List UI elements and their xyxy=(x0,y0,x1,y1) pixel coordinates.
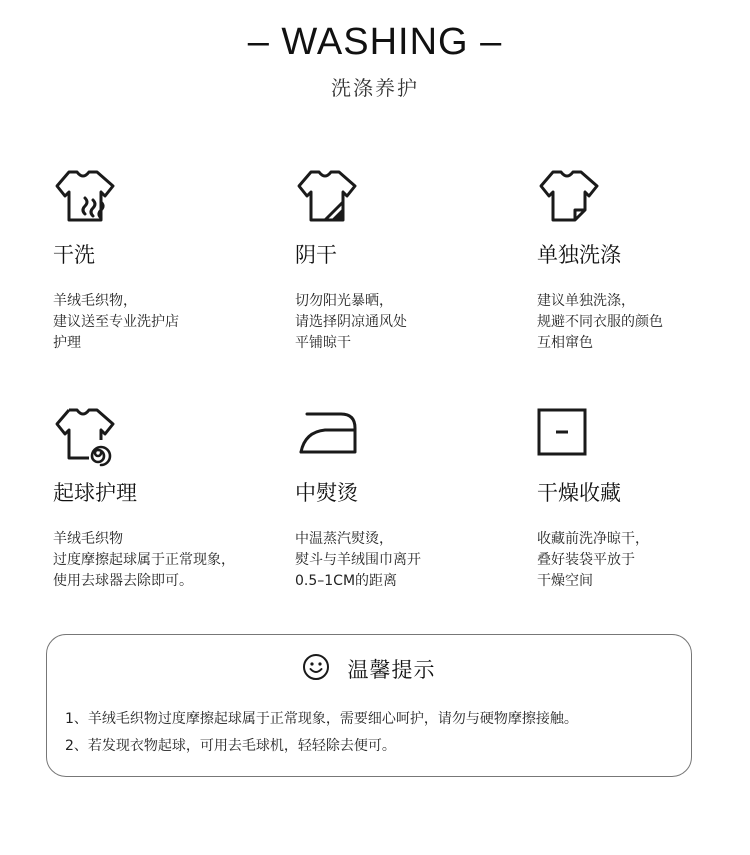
card-desc-line: 叠好装袋平放于 xyxy=(537,552,635,568)
card-desc-line: 0.5–1CM的距离 xyxy=(295,573,398,589)
card-description xyxy=(537,529,649,592)
page-title: – WASHING – xyxy=(247,21,503,63)
card-desc-line: 平铺晾干 xyxy=(295,335,351,351)
card-desc-line: 请选择阴凉通风处 xyxy=(295,314,407,330)
iron-icon xyxy=(295,406,359,470)
tshirt-pilling-icon xyxy=(53,406,117,470)
card-description xyxy=(53,291,179,354)
card-desc-line: 建议单独洗涤， xyxy=(537,293,635,309)
card-description xyxy=(295,529,421,592)
card-desc-line: 过度摩擦起球属于正常现象， xyxy=(53,552,235,568)
dry-flat-square-icon xyxy=(537,406,601,470)
card-title: 起球护理 xyxy=(53,481,137,505)
tshirt-shade-icon xyxy=(295,168,359,232)
tips-box xyxy=(46,634,692,777)
card-title: 阴干 xyxy=(295,243,337,267)
card-title: 干燥收藏 xyxy=(537,481,621,505)
tips-line: 1、羊绒毛织物过度摩擦起球属于正常现象，需要细心呵护，请勿与硬物摩擦接触。 xyxy=(65,711,578,727)
card-desc-line: 收藏前洗净晾干， xyxy=(537,531,649,547)
card-desc-line: 规避不同衣服的颜色 xyxy=(537,314,663,330)
tshirt-steam-icon xyxy=(53,168,117,232)
card-title: 中熨烫 xyxy=(295,481,358,505)
card-description xyxy=(295,291,407,354)
card-description xyxy=(537,291,663,354)
card-desc-line: 羊绒毛织物， xyxy=(53,293,137,309)
card-title: 单独洗涤 xyxy=(537,243,621,267)
card-desc-line: 中温蒸汽熨烫， xyxy=(295,531,393,547)
tips-line: 2、若发现衣物起球，可用去毛球机，轻轻除去便可。 xyxy=(65,738,396,754)
card-desc-line: 羊绒毛织物 xyxy=(53,531,123,547)
page-subtitle: 洗涤养护 xyxy=(331,76,419,100)
card-desc-line: 建议送至专业洗护店 xyxy=(53,314,179,330)
tips-title: 温馨提示 xyxy=(347,658,436,682)
card-desc-line: 干燥空间 xyxy=(537,573,593,589)
card-desc-line: 互相窜色 xyxy=(537,335,593,351)
card-desc-line: 使用去球器去除即可。 xyxy=(53,573,193,589)
smile-icon xyxy=(302,653,330,685)
tips-header xyxy=(47,653,691,687)
card-desc-line: 熨斗与羊绒围巾离开 xyxy=(295,552,421,568)
tshirt-folded-corner-icon xyxy=(537,168,601,232)
card-desc-line: 切勿阳光暴晒， xyxy=(295,293,393,309)
card-description xyxy=(53,529,235,592)
card-desc-line: 护理 xyxy=(53,335,81,351)
card-title: 干洗 xyxy=(53,243,95,267)
